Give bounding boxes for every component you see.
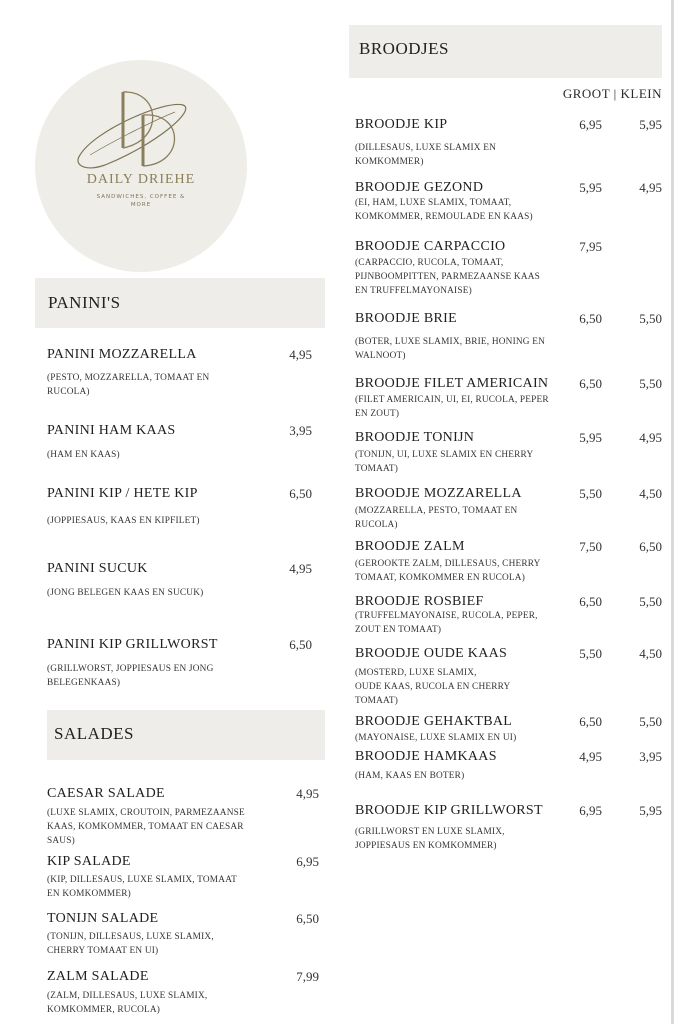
- size-labels: GROOT | KLEIN: [562, 86, 662, 101]
- broodjes-item-description: (MAYONAISE, LUXE SLAMIX EN UI): [355, 733, 517, 743]
- broodjes-item-description: (GEROOKTE ZALM, DILLESAUS, CHERRY TOMAAT, KOMKOMMER EN RUCOLA): [355, 559, 541, 583]
- broodjes-title: BROODJES: [359, 39, 449, 58]
- brand-logo: [35, 60, 247, 272]
- broodjes-header: [349, 25, 662, 78]
- broodjes-item-name: BROODJE MOZZARELLA: [355, 486, 522, 501]
- price-klein: 5,50: [639, 311, 662, 326]
- broodjes-item-name: BROODJE ZALM: [355, 539, 465, 554]
- panini-item-name: PANINI MOZZARELLA: [47, 347, 197, 362]
- price-groot: 6,95: [579, 803, 602, 818]
- price-groot: 6,95: [579, 117, 602, 132]
- broodjes-item-name: BROODJE GEZOND: [355, 180, 484, 195]
- broodjes-item-description: (MOZZARELLA, PESTO, TOMAAT EN RUCOLA): [355, 506, 518, 530]
- broodjes-item-description: (GRILLWORST EN LUXE SLAMIX, JOPPIESAUS EN KOMKOMMER): [355, 827, 505, 851]
- panini-item-price: 6,50: [289, 637, 312, 652]
- salades-item-description: (ZALM, DILLESAUS, LUXE SLAMIX, KOMKOMMER, RUCOLA): [47, 991, 208, 1015]
- salades-item-price: 7,99: [296, 969, 319, 984]
- brand-name: DAILY DRIEHE: [86, 172, 196, 187]
- salades-item-name: ZALM SALADE: [47, 969, 149, 984]
- price-klein: 5,50: [639, 594, 662, 609]
- panini-header: [35, 278, 325, 328]
- panini-title: PANINI'S: [48, 293, 121, 312]
- panini-item-description: (HAM EN KAAS): [47, 450, 120, 460]
- panini-item-description: (JONG BELEGEN KAAS EN SUCUK): [47, 588, 204, 598]
- price-klein: 5,95: [639, 117, 662, 132]
- price-groot: 6,50: [579, 714, 602, 729]
- brand-tagline: SANDWICHES, COFFEE & MORE: [96, 194, 186, 208]
- price-klein: 3,95: [639, 749, 662, 764]
- broodjes-item-name: BROODJE OUDE KAAS: [355, 646, 508, 661]
- panini-item-description: (PESTO, MOZZARELLA, TOMAAT EN RUCOLA): [47, 373, 210, 397]
- price-klein: 5,95: [639, 803, 662, 818]
- price-groot: 4,95: [579, 749, 602, 764]
- price-klein: 4,50: [639, 646, 662, 661]
- panini-item-name: PANINI KIP GRILLWORST: [47, 637, 218, 652]
- price-groot: 5,50: [579, 486, 602, 501]
- price-klein: 4,95: [639, 430, 662, 445]
- broodjes-item-name: BROODJE TONIJN: [355, 430, 475, 445]
- broodjes-item-description: (EI, HAM, LUXE SLAMIX, TOMAAT, KOMKOMMER, REMOULADE EN KAAS): [355, 198, 533, 222]
- price-klein: 6,50: [639, 539, 662, 554]
- broodjes-item-description: (HAM, KAAS EN BOTER): [355, 771, 465, 781]
- price-groot: 7,95: [579, 239, 602, 254]
- salades-item-name: KIP SALADE: [47, 854, 131, 869]
- price-groot: 6,50: [579, 311, 602, 326]
- price-groot: 6,50: [579, 376, 602, 391]
- salades-header: [47, 710, 325, 760]
- price-groot: 7,50: [579, 539, 602, 554]
- broodjes-item-name: BROODJE BRIE: [355, 311, 457, 326]
- price-klein: 4,95: [639, 180, 662, 195]
- panini-item-price: 6,50: [289, 486, 312, 501]
- salades-item-name: CAESAR SALADE: [47, 786, 165, 801]
- broodjes-item-description: (CARPACCIO, RUCOLA, TOMAAT, PIJNBOOMPITTEN, PARMEZAANSE KAAS EN TRUFFELMAYONAISE): [355, 258, 541, 296]
- salades-item-description: (KIP, DILLESAUS, LUXE SLAMIX, TOMAAT EN KOMKOMMER): [47, 875, 237, 899]
- panini-item-price: 4,95: [289, 347, 312, 362]
- salades-item-price: 6,95: [296, 854, 319, 869]
- panini-item-price: 3,95: [289, 423, 312, 438]
- broodjes-item-name: BROODJE ROSBIEF: [355, 594, 484, 609]
- broodjes-item-name: BROODJE FILET AMERICAIN: [355, 376, 549, 391]
- salades-item-description: (LUXE SLAMIX, CROUTOIN, PARMEZAANSE KAAS, KOMKOMMER, TOMAAT EN CAESAR SAUS): [47, 808, 245, 846]
- broodjes-item-description: (DILLESAUS, LUXE SLAMIX EN KOMKOMMER): [355, 143, 497, 167]
- salades-item-description: (TONIJN, DILLESAUS, LUXE SLAMIX, CHERRY TOMAAT EN UI): [47, 932, 214, 956]
- broodjes-item-name: BROODJE KIP GRILLWORST: [355, 803, 543, 818]
- baguette-monogram-icon: [35, 60, 247, 272]
- page-edge: [671, 0, 674, 1024]
- broodjes-item-description: (TONIJN, UI, LUXE SLAMIX EN CHERRY TOMAAT): [355, 450, 534, 474]
- salades-item-price: 4,95: [296, 786, 319, 801]
- panini-item-description: (JOPPIESAUS, KAAS EN KIPFILET): [47, 516, 200, 526]
- panini-item-name: PANINI SUCUK: [47, 561, 148, 576]
- broodjes-item-description: (MOSTERD, LUXE SLAMIX, OUDE KAAS, RUCOLA EN CHERRY TOMAAT): [355, 668, 511, 706]
- price-groot: 5,95: [579, 180, 602, 195]
- broodjes-item-name: BROODJE HAMKAAS: [355, 749, 497, 764]
- price-klein: 5,50: [639, 376, 662, 391]
- salades-item-price: 6,50: [296, 911, 319, 926]
- broodjes-item-description: (TRUFFELMAYONAISE, RUCOLA, PEPER, ZOUT EN TOMAAT): [355, 611, 538, 635]
- price-groot: 6,50: [579, 594, 602, 609]
- broodjes-item-description: (FILET AMERICAIN, UI, EI, RUCOLA, PEPER EN ZOUT): [355, 395, 549, 419]
- panini-item-name: PANINI HAM KAAS: [47, 423, 176, 438]
- broodjes-item-name: BROODJE KIP: [355, 117, 448, 132]
- price-groot: 5,50: [579, 646, 602, 661]
- broodjes-item-name: BROODJE CARPACCIO: [355, 239, 506, 254]
- panini-item-price: 4,95: [289, 561, 312, 576]
- salades-item-name: TONIJN SALADE: [47, 911, 159, 926]
- broodjes-item-name: BROODJE GEHAKTBAL: [355, 714, 513, 729]
- panini-item-name: PANINI KIP / HETE KIP: [47, 486, 198, 501]
- price-klein: 5,50: [639, 714, 662, 729]
- salades-title: SALADES: [54, 724, 135, 743]
- broodjes-item-description: (BOTER, LUXE SLAMIX, BRIE, HONING EN WALNOOT): [355, 337, 546, 361]
- panini-item-description: (GRILLWORST, JOPPIESAUS EN JONG BELEGENKAAS): [47, 664, 214, 688]
- price-klein: 4,50: [639, 486, 662, 501]
- price-groot: 5,95: [579, 430, 602, 445]
